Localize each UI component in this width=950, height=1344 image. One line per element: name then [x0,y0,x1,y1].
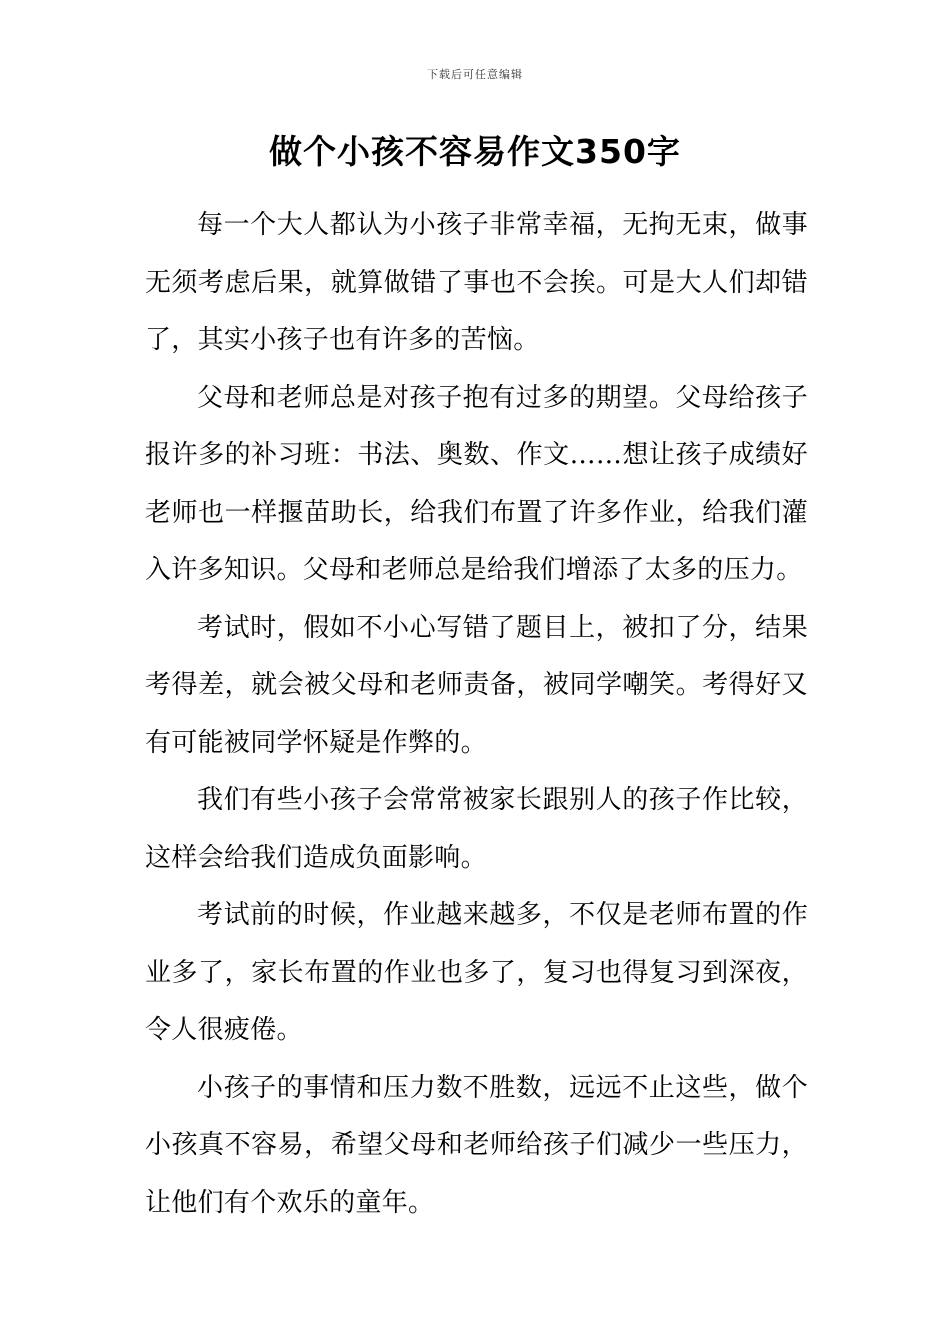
header-note: 下载后可任意编辑 [427,68,523,81]
essay-body [145,197,808,1232]
paragraph-1: 每一个大人都认为小孩子非常幸福，无拘无束，做事无须考虑后果，就算做错了事也不会挨。可是大人们却错了，其实小孩子也有许多的苦恼。 [145,210,808,355]
paragraph-2: 父母和老师总是对孩子抱有过多的期望。父母给孩子报许多的补习班：书法、奥数、作文……想让孩子成绩好老师也一样揠苗助长，给我们布置了许多作业，给我们灌入许多知识。父母和老师总是给我们增添了太多的压力。 [145,382,808,585]
paragraph-4: 我们有些小孩子会常常被家长跟别人的孩子作比较，这样会给我们造成负面影响。 [145,785,808,873]
paragraph-5: 考试前的时候，作业越来越多，不仅是老师布置的作业多了，家长布置的作业也多了，复习也得复习到深夜，令人很疲倦。 [145,900,808,1045]
document-title: 做个小孩不容易作文350字 [269,132,681,171]
paragraph-6: 小孩子的事情和压力数不胜数，远远不止这些，做个小孩真不容易，希望父母和老师给孩子们减少一些压力，让他们有个欢乐的童年。 [145,1072,808,1218]
paragraph-3: 考试时，假如不小心写错了题目上，被扣了分，结果考得差，就会被父母和老师责备，被同学嘲笑。考得好又有可能被同学怀疑是作弊的。 [145,612,808,758]
